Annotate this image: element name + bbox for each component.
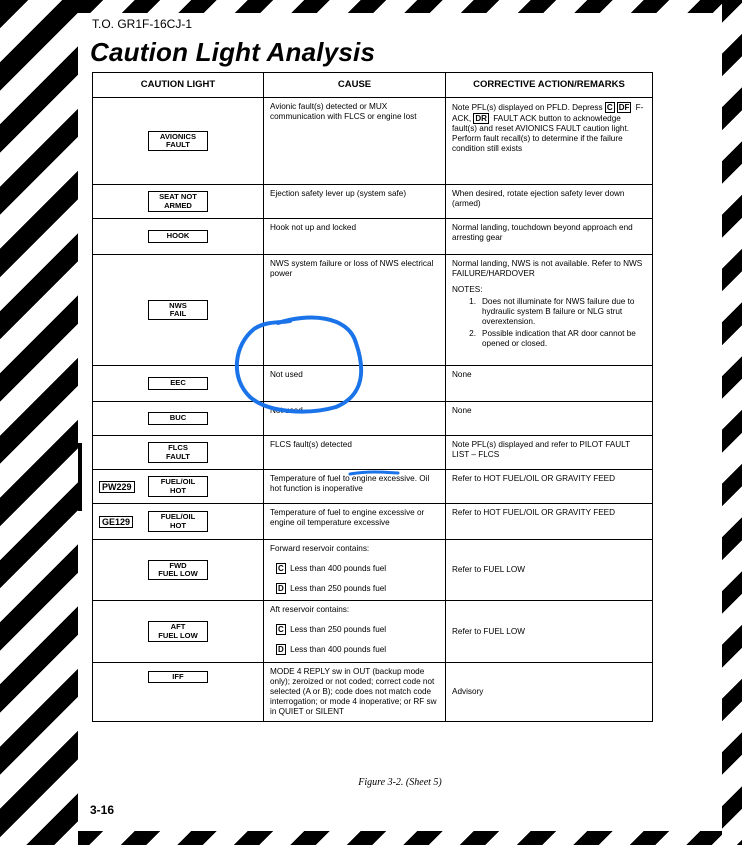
cause-cell: NWS system failure or loss of NWS electrical power [264, 255, 446, 366]
action-cell: None [446, 366, 653, 402]
change-bar [78, 443, 82, 511]
note-item [452, 297, 646, 327]
cause-cell: Not used [264, 366, 446, 402]
action-cell: Refer to FUEL LOW [446, 601, 653, 663]
caution-light-table [92, 72, 653, 722]
note-number: 2. [469, 329, 476, 338]
caution-light-label: IFF [148, 671, 208, 683]
note-item [452, 329, 646, 349]
caution-light-cell [93, 185, 264, 219]
caution-light-label: FWD FUEL LOW [148, 560, 208, 581]
config-key: C [278, 564, 284, 573]
caution-light-label: SEAT NOT ARMED [148, 191, 208, 212]
sub-item [270, 583, 439, 594]
cause-cell: Avionic fault(s) detected or MUX communication with FLCS or engine lost [264, 98, 446, 185]
note-text: Does not illuminate for NWS failure due to hydraulic system B failure or NLG strut overextension. [482, 297, 635, 326]
table-row [93, 185, 653, 219]
caution-light-cell [93, 663, 264, 722]
sub-item [270, 563, 439, 574]
action-cell: Advisory [446, 663, 653, 722]
table-row [93, 98, 653, 185]
action-cell [446, 255, 653, 366]
header-caution-light: CAUTION LIGHT [93, 73, 264, 98]
cause-cell: Not used [264, 402, 446, 436]
figure-caption: Figure 3-2. (Sheet 5) [358, 777, 442, 788]
caution-light-label: BUC [148, 412, 208, 424]
caution-light-cell [93, 540, 264, 601]
cause-cell: FLCS fault(s) detected [264, 436, 446, 470]
cause-text: Aft reservoir contains: [270, 605, 350, 614]
sub-item-text: Less than 400 pounds fuel [290, 644, 387, 654]
sub-item-text: Less than 400 pounds fuel [290, 563, 387, 573]
table-row [93, 366, 653, 402]
caution-light-label: FLCS FAULT [148, 442, 208, 463]
table-row [93, 436, 653, 470]
action-cell [446, 98, 653, 185]
caution-light-cell [93, 219, 264, 255]
caution-light-label: FUEL/OIL HOT [148, 476, 208, 497]
cause-cell: Ejection safety lever up (system safe) [264, 185, 446, 219]
cause-cell: MODE 4 REPLY sw in OUT (backup mode only); zeroized or not coded; correct code not selected (A or B); code does not match code interrogation; or mode 4 inoperative; or RF sw in QUIET or SILENT [264, 663, 446, 722]
engine-badge: PW229 [99, 481, 135, 493]
action-cell: Refer to HOT FUEL/OIL OR GRAVITY FEED [446, 504, 653, 540]
action-text: Normal landing, NWS is not available. Refer to NWS FAILURE/HARDOVER [452, 259, 643, 278]
action-text: Note PFL(s) displayed on PFLD. Depress [452, 103, 603, 112]
cause-cell [264, 601, 446, 663]
action-cell: Note PFL(s) displayed and refer to PILOT FAULT LIST – FLCS [446, 436, 653, 470]
table-row [93, 663, 653, 722]
config-key: D [278, 584, 284, 593]
config-key: C [606, 103, 613, 112]
table-row [93, 470, 653, 504]
config-key: DF [618, 103, 630, 112]
page-number: 3-16 [90, 803, 115, 817]
caution-light-label: NWS FAIL [148, 300, 208, 321]
note-text: Possible indication that AR door cannot be opened or closed. [482, 329, 636, 348]
hazard-stripes-left [0, 0, 78, 845]
note-number: 1. [469, 297, 476, 306]
table-row [93, 540, 653, 601]
table-row [93, 402, 653, 436]
caution-light-cell [93, 98, 264, 185]
action-cell: Refer to HOT FUEL/OIL OR GRAVITY FEED [446, 470, 653, 504]
document-id: T.O. GR1F-16CJ-1 [92, 17, 193, 31]
caution-light-cell [93, 366, 264, 402]
hazard-stripes-top [78, 0, 742, 13]
caution-light-label: HOOK [148, 230, 208, 242]
table-row [93, 255, 653, 366]
table-row [93, 219, 653, 255]
table-row [93, 504, 653, 540]
caution-light-cell [93, 470, 264, 504]
cause-text: Forward reservoir contains: [270, 544, 370, 553]
config-key: C [278, 625, 284, 634]
caution-light-cell [93, 255, 264, 366]
cause-cell: Hook not up and locked [264, 219, 446, 255]
sub-item-text: Less than 250 pounds fuel [290, 583, 387, 593]
table-header-row [93, 73, 653, 98]
cause-cell: Temperature of fuel to engine excessive or engine oil temperature excessive [264, 504, 446, 540]
header-corrective-action: CORRECTIVE ACTION/REMARKS [446, 73, 653, 98]
table-row [93, 601, 653, 663]
header-cause: CAUSE [264, 73, 446, 98]
config-key: DR [475, 114, 487, 123]
action-cell: When desired, rotate ejection safety lever down (armed) [446, 185, 653, 219]
action-cell: None [446, 402, 653, 436]
action-text: FAULT ACK button to acknowledge fault(s) and reset AVIONICS FAULT caution light. Perform fault recall(s) to determine if the failure condition still exists [452, 114, 630, 153]
action-cell: Normal landing, touchdown beyond approach end arresting gear [446, 219, 653, 255]
cause-cell: Temperature of fuel to engine excessive. Oil hot function is inoperative [264, 470, 446, 504]
engine-badge: GE129 [99, 516, 133, 528]
caution-light-label: FUEL/OIL HOT [148, 511, 208, 532]
cause-cell [264, 540, 446, 601]
caution-light-label: AVIONICS FAULT [148, 131, 208, 152]
caution-light-cell [93, 402, 264, 436]
hazard-stripes-right [722, 0, 742, 845]
hazard-stripes-bottom [78, 831, 722, 845]
caution-light-label: AFT FUEL LOW [148, 621, 208, 642]
action-text: F-ACK, [452, 103, 644, 123]
document-page [78, 13, 722, 831]
sub-item [270, 644, 439, 655]
caution-light-cell [93, 504, 264, 540]
notes-label: NOTES: [452, 285, 483, 294]
caution-light-cell [93, 436, 264, 470]
config-key: D [278, 645, 284, 654]
caution-light-cell [93, 601, 264, 663]
action-cell: Refer to FUEL LOW [446, 540, 653, 601]
sub-item-text: Less than 250 pounds fuel [290, 624, 387, 634]
caution-light-label: EEC [148, 377, 208, 389]
sub-item [270, 624, 439, 635]
page-title: Caution Light Analysis [90, 37, 376, 67]
